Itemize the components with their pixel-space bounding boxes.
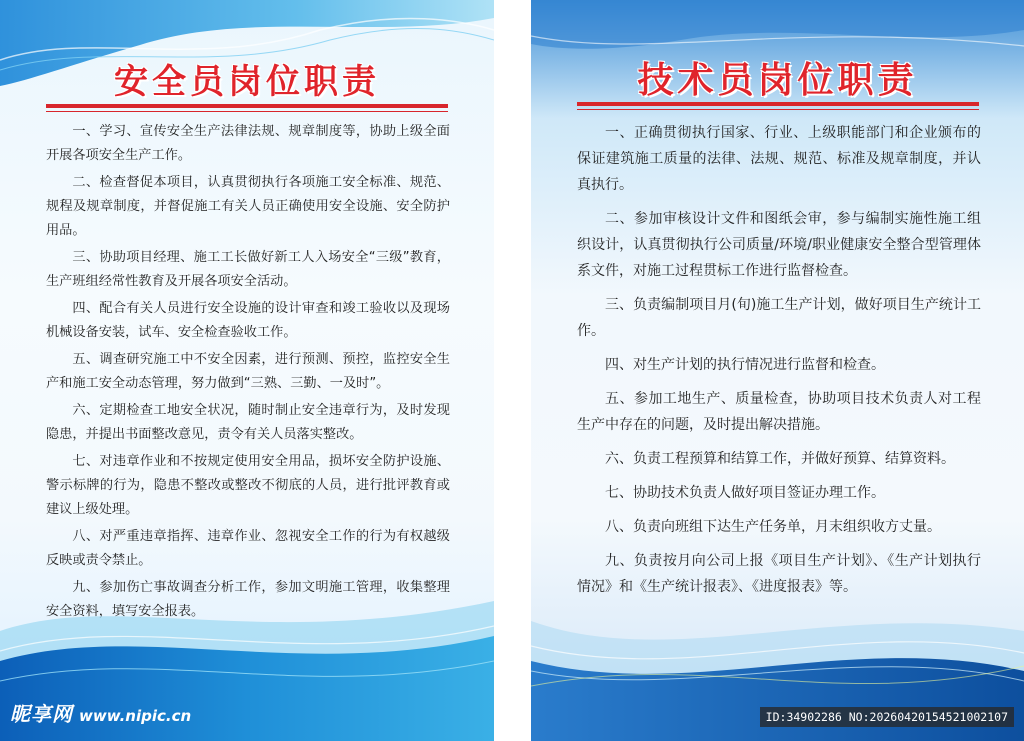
site-logo — [10, 698, 191, 727]
duty-paragraph: 四、对生产计划的执行情况进行监督和检查。 — [605, 357, 885, 373]
duty-paragraph: 五、参加工地生产、质量检查，协助项目技术负责人对工程生产中存在的问题，及时提出解决措施。 — [577, 391, 981, 433]
logo-url: www.nipic.cn — [79, 707, 192, 725]
duty-paragraph: 四、配合有关人员进行安全设施的设计审查和竣工验收以及现场机械设备安装，试车、安全检查验收工作。 — [46, 301, 450, 340]
poster-title: 安全员岗位职责 — [114, 62, 380, 102]
title-underline-thin — [577, 109, 979, 110]
title-underline-thin — [46, 111, 448, 112]
duty-paragraph: 七、协助技术负责人做好项目签证办理工作。 — [605, 485, 885, 501]
duty-paragraph: 二、检查督促本项目，认真贯彻执行各项施工安全标准、规范、规程及规章制度，并督促施工有关人员正确使用安全设施、安全防护用品。 — [46, 175, 450, 238]
duty-paragraph: 一、学习、宣传安全生产法律法规、规章制度等，协助上级全面开展各项安全生产工作。 — [46, 124, 450, 163]
image-id-label: ID:34902286 NO:20260420154521002107 — [760, 707, 1014, 727]
poster-right — [531, 0, 1024, 741]
duty-paragraph: 八、对严重违章指挥、违章作业、忽视安全工作的行为有权越级反映或责令禁止。 — [46, 529, 450, 568]
duty-paragraph: 三、协助项目经理、施工工长做好新工人入场安全“三级”教育，生产班组经常性教育及开展各项安全活动。 — [46, 250, 450, 289]
duty-paragraph: 二、参加审核设计文件和图纸会审，参与编制实施性施工组织设计，认真贯彻执行公司质量/环境/职业健康安全整合型管理体系文件，对施工过程贯标工作进行监督检查。 — [577, 211, 981, 279]
poster-title: 技术员岗位职责 — [637, 60, 918, 101]
duty-paragraph: 九、负责按月向公司上报《项目生产计划》、《生产计划执行情况》和《生产统计报表》、《进度报表》等。 — [577, 553, 981, 595]
duty-paragraph: 五、调查研究施工中不安全因素，进行预测、预控，监控安全生产和施工安全动态管理，努力做到“三熟、三勤、一及时”。 — [46, 352, 450, 391]
duty-paragraph: 一、正确贯彻执行国家、行业、上级职能部门和企业颁布的保证建筑施工质量的法律、法规、规范、标准及规章制度，并认真执行。 — [577, 125, 981, 193]
title-underline-thick — [577, 102, 979, 106]
duty-paragraph: 三、负责编制项目月(旬)施工生产计划，做好项目生产统计工作。 — [577, 297, 981, 339]
duties-list — [577, 120, 981, 608]
logo-cn: 昵享网 — [10, 702, 73, 726]
duty-paragraph: 六、负责工程预算和结算工作，并做好预算、结算资料。 — [605, 451, 955, 467]
poster-left — [0, 0, 494, 741]
duty-paragraph: 八、负责向班组下达生产任务单，月末组织收方丈量。 — [605, 519, 941, 535]
duty-paragraph: 九、参加伤亡事故调查分析工作，参加文明施工管理，收集整理安全资料，填写安全报表。 — [46, 580, 450, 619]
duty-paragraph: 七、对违章作业和不按规定使用安全用品，损坏安全防护设施、警示标牌的行为，隐患不整改或整改不彻底的人员，进行批评教育或建议上级处理。 — [46, 454, 450, 517]
duties-list — [46, 120, 450, 627]
title-underline-thick — [46, 104, 448, 108]
duty-paragraph: 六、定期检查工地安全状况，随时制止安全违章行为，及时发现隐患，并提出书面整改意见，责令有关人员落实整改。 — [46, 403, 450, 442]
